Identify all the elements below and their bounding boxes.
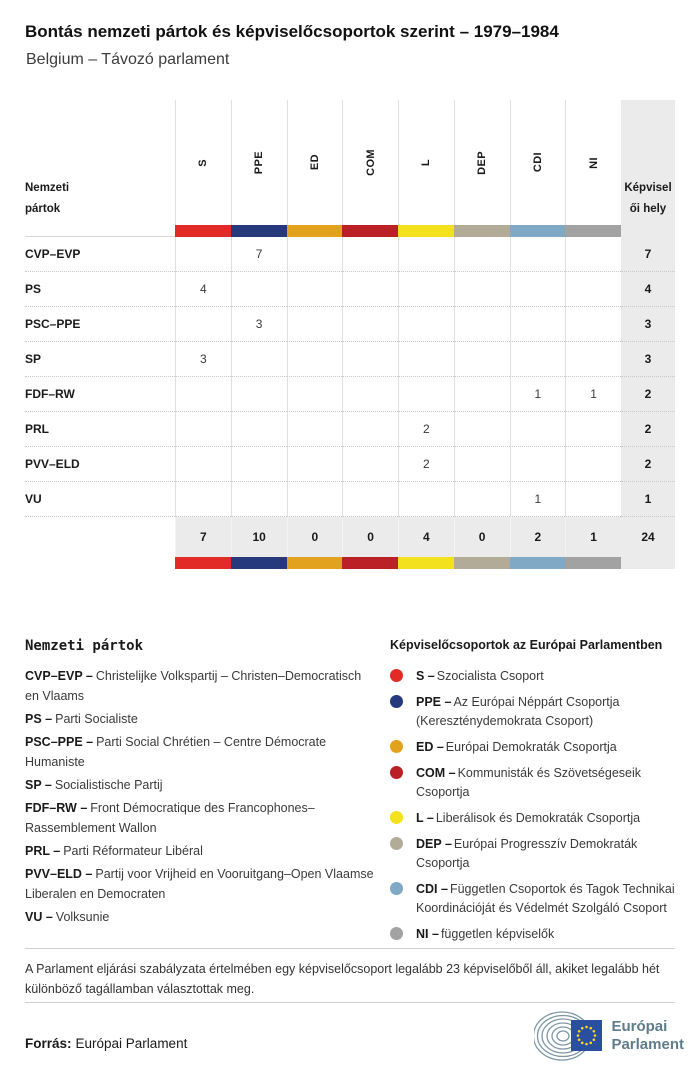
seat-cell: 1 [565,377,621,412]
seats-column-header: Képviselői hely [621,100,675,225]
party-full-name: Parti Social Chrétien – Centre Démocrate Humaniste [25,735,327,769]
group-legend-item [390,809,682,828]
group-color-bar-ed [287,225,343,237]
seat-cell: 3 [231,307,287,342]
group-code-label: COM [364,149,377,176]
page-title: Bontás nemzeti pártok és képviselőcsoportok szerint – 1979–1984 [25,22,559,41]
group-legend-item [390,738,682,757]
group-code-label: ED [308,154,321,171]
seat-cell [287,237,343,272]
legend-national-parties [25,638,375,930]
group-column-header-com [342,100,398,225]
party-total: 4 [621,272,675,307]
group-legend-text [416,809,640,828]
group-color-bar-bottom-ni [565,557,621,569]
source-line [25,1036,187,1051]
party-legend-item [25,864,375,904]
group-color-bar-bottom-cdi [510,557,566,569]
group-code-label: DEP [476,150,489,175]
party-total: 2 [621,412,675,447]
group-full-name: Liberálisok és Demokraták Csoportja [435,811,641,825]
divider-bottom [25,1002,675,1003]
seat-cell [342,307,398,342]
group-code-label: S [197,158,210,167]
group-abbr: PPE – [416,695,452,709]
group-color-bar-bottom-ed [287,557,343,569]
group-legend-text [416,835,682,873]
group-full-name: Az Európai Néppárt Csoportja (Kereszténydemokrata Csoport) [416,695,620,728]
group-full-name: Szocialista Csoport [436,669,544,683]
seat-cell [510,272,566,307]
party-name: VU [25,482,175,517]
seat-cell [231,482,287,517]
group-total: 7 [175,517,231,557]
seat-cell [454,447,510,482]
seat-cell [342,272,398,307]
party-total: 2 [621,447,675,482]
seat-cell [398,342,454,377]
group-legend-text [416,667,544,686]
legend-political-groups [390,638,682,951]
group-abbr: NI – [416,927,439,941]
seat-cell [398,272,454,307]
seat-cell [565,412,621,447]
party-full-name: Volksunie [55,910,110,924]
group-color-dot [390,669,403,682]
group-column-header-dep [454,100,510,225]
group-color-dot [390,766,403,779]
group-abbr: CDI – [416,882,448,896]
totals-row-spacer [25,517,175,557]
seat-cell [565,237,621,272]
group-color-bar-ppe [231,225,287,237]
footnote: A Parlament eljárási szabályzata értelmében egy képviselőcsoport legalább 23 képviselőből áll, akiket legalább hét különböző tagállamban választottak meg. [25,962,660,996]
seat-cell [565,272,621,307]
row-group-header-line: Nemzeti [25,182,70,194]
group-total: 2 [510,517,566,557]
group-abbr: DEP – [416,837,452,851]
legend-parties-list [25,666,375,927]
group-total: 0 [342,517,398,557]
seat-cell [175,237,231,272]
seat-cell [287,272,343,307]
group-column-header-ed [287,100,343,225]
party-full-name: Socialistische Partij [54,778,163,792]
seat-cell [454,237,510,272]
group-legend-item [390,880,682,918]
seat-cell [342,412,398,447]
seat-cell [287,307,343,342]
group-legend-item [390,835,682,873]
seat-cell [231,412,287,447]
party-abbr: PSC–PPE – [25,735,94,749]
seat-cell [175,377,231,412]
group-color-dot [390,882,403,895]
group-column-header-s [175,100,231,225]
group-code-label: CDI [531,152,544,173]
row-group-header [25,100,175,225]
seat-cell [342,342,398,377]
seat-cell [510,237,566,272]
seat-cell: 2 [398,447,454,482]
group-color-bar-s [175,225,231,237]
seat-cell [565,482,621,517]
party-abbr: PRL – [25,844,61,858]
group-abbr: L – [416,811,434,825]
party-name: CVP–EVP [25,237,175,272]
group-column-header-cdi [510,100,566,225]
party-abbr: PVV–ELD – [25,867,93,881]
legend-parties-heading: Nemzeti pártok [25,638,144,654]
group-abbr: S – [416,669,435,683]
seat-cell: 2 [398,412,454,447]
seats-column-fill [621,557,675,569]
ep-logo-line1: Európai [611,1018,668,1035]
group-total: 0 [454,517,510,557]
group-color-dot [390,927,403,940]
party-abbr: SP – [25,778,52,792]
party-legend-item [25,841,375,861]
ep-logo-text [611,1018,684,1054]
party-total: 7 [621,237,675,272]
party-name: PSC–PPE [25,307,175,342]
seat-cell [342,377,398,412]
group-color-bar-com [342,225,398,237]
group-color-dot [390,695,403,708]
group-full-name: Európai Demokraták Csoportja [445,740,617,754]
group-legend-text [416,764,682,802]
group-color-bar-bottom-l [398,557,454,569]
party-abbr: VU – [25,910,53,924]
seat-cell [231,342,287,377]
seat-cell: 1 [510,377,566,412]
group-total: 4 [398,517,454,557]
party-abbr: CVP–EVP – [25,669,93,683]
seat-cell [231,272,287,307]
seat-cell [175,307,231,342]
group-color-bar-bottom-dep [454,557,510,569]
group-column-header-ni [565,100,621,225]
group-full-name: független képviselők [440,927,555,941]
seat-cell [565,307,621,342]
divider-top [25,948,675,949]
seat-cell [510,412,566,447]
legend-groups-list [390,667,682,944]
seat-cell: 3 [175,342,231,377]
seat-cell [510,307,566,342]
group-legend-item [390,764,682,802]
group-code-label: NI [587,156,600,169]
group-legend-text [416,693,682,731]
legend-groups-heading: Képviselőcsoportok az Európai Parlamentben [390,638,663,652]
source-value: Európai Parlament [75,1036,188,1051]
seat-cell [342,447,398,482]
seat-cell [454,377,510,412]
bottom-spacer [25,557,175,569]
ep-logo-line2: Parlament [611,1036,684,1053]
group-abbr: ED – [416,740,444,754]
group-total: 0 [287,517,343,557]
seat-cell [287,342,343,377]
seat-cell: 1 [510,482,566,517]
party-name: PVV–ELD [25,447,175,482]
group-legend-text [416,880,682,918]
group-abbr: COM – [416,766,456,780]
group-color-bar-l [398,225,454,237]
seat-cell [287,412,343,447]
party-abbr: PS – [25,712,53,726]
party-name: PS [25,272,175,307]
eu-flag-icon [571,1020,602,1051]
seat-cell [342,482,398,517]
group-color-bar-bottom-ppe [231,557,287,569]
group-legend-text [416,738,617,757]
seat-cell [175,482,231,517]
seat-cell [231,447,287,482]
ep-logo [534,1010,684,1062]
party-total: 3 [621,307,675,342]
seat-cell [398,377,454,412]
group-color-bar-bottom-s [175,557,231,569]
party-legend-item [25,732,375,772]
group-column-header-l [398,100,454,225]
group-color-dot [390,740,403,753]
seat-cell [287,447,343,482]
party-legend-item [25,907,375,927]
party-name: FDF–RW [25,377,175,412]
seat-cell [565,447,621,482]
group-color-bar-dep [454,225,510,237]
party-legend-item [25,775,375,795]
group-color-dot [390,811,403,824]
row-group-header-line: pártok [25,203,61,215]
seat-cell [454,412,510,447]
group-legend-item [390,925,682,944]
party-name: SP [25,342,175,377]
group-column-header-ppe [231,100,287,225]
seat-cell [175,447,231,482]
seat-cell [342,237,398,272]
party-total: 2 [621,377,675,412]
seats-table [25,100,675,569]
seats-column-fill [621,225,675,237]
seat-cell: 7 [231,237,287,272]
group-total: 1 [565,517,621,557]
group-full-name: Európai Progresszív Demokraták Csoportja [416,837,638,870]
seat-cell [287,377,343,412]
party-abbr: FDF–RW – [25,801,88,815]
group-color-bar-ni [565,225,621,237]
seat-cell [454,482,510,517]
group-legend-item [390,667,682,686]
group-color-bar-bottom-com [342,557,398,569]
seat-cell [175,412,231,447]
group-full-name: Kommunisták és Szövetségeseik Csoportja [416,766,642,799]
seat-cell [287,482,343,517]
seat-cell [510,447,566,482]
group-full-name: Független Csoportok és Tagok Technikai Koordinációját és Védelmét Szolgáló Csoport [416,882,675,915]
party-legend-item [25,709,375,729]
seat-cell [454,272,510,307]
group-code-label: PPE [253,150,266,175]
party-full-name: Partij voor Vrijheid en Vooruitgang–Open Vlaamse Liberalen en Democraten [25,867,374,901]
hemicycle-icon [534,1010,604,1062]
seat-cell [510,342,566,377]
group-code-label: L [420,158,433,167]
party-total: 1 [621,482,675,517]
party-full-name: Front Démocratique des Francophones–Rassemblement Wallon [25,801,315,835]
grand-total: 24 [621,517,675,557]
header-underline [25,225,175,237]
party-full-name: Christelijke Volkspartij – Christen–Democratisch en Vlaams [25,669,362,703]
seat-cell [398,237,454,272]
seat-cell [454,342,510,377]
party-legend-item [25,666,375,706]
party-legend-item [25,798,375,838]
page-subtitle: Belgium – Távozó parlament [26,51,230,68]
group-legend-text [416,925,554,944]
group-color-dot [390,837,403,850]
group-legend-item [390,693,682,731]
party-full-name: Parti Réformateur Libéral [63,844,203,858]
seat-cell [454,307,510,342]
seat-cell [398,307,454,342]
party-name: PRL [25,412,175,447]
group-total: 10 [231,517,287,557]
seat-cell [398,482,454,517]
party-full-name: Parti Socialiste [55,712,138,726]
seat-cell [231,377,287,412]
source-label: Forrás: [25,1036,72,1051]
party-total: 3 [621,342,675,377]
group-color-bar-cdi [510,225,566,237]
seat-cell [565,342,621,377]
seat-cell: 4 [175,272,231,307]
